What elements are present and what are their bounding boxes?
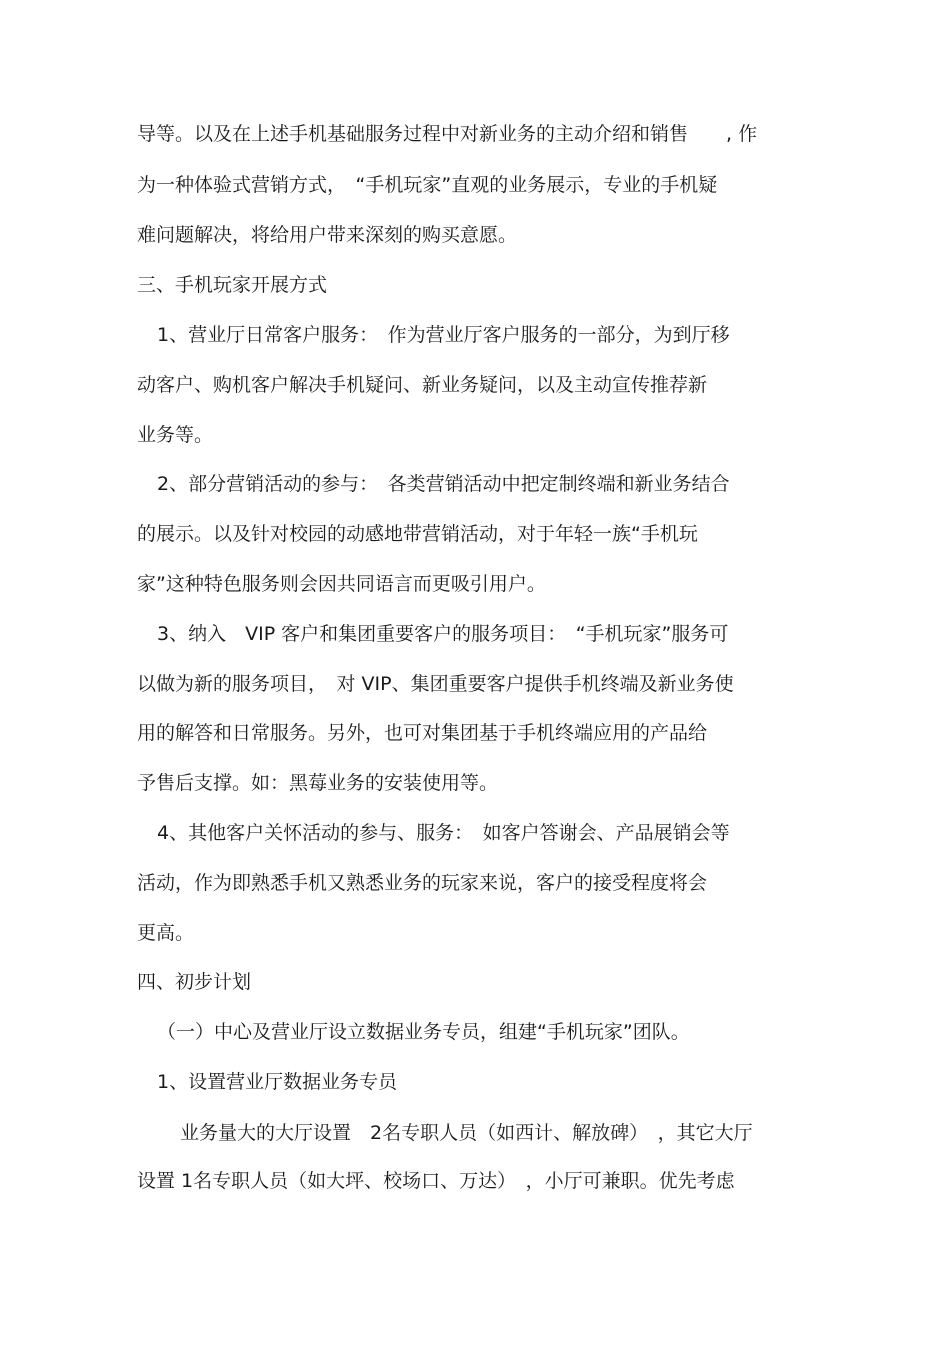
body-text-line: 的展示。以及针对校园的动感地带营销活动，对于年轻一族“手机玩 bbox=[137, 523, 698, 545]
body-text-line: 用的解答和日常服务。另外，也可对集团基于手机终端应用的产品给 bbox=[137, 722, 708, 744]
body-text-line: 更高。 bbox=[137, 922, 195, 944]
list-item-heading: 4、其他客户关怀活动的参与、服务： 如客户答谢会、产品展销会等 bbox=[157, 822, 730, 844]
list-item-heading: 2、部分营销活动的参与： 各类营销活动中把定制终端和新业务结合 bbox=[157, 473, 730, 495]
list-item-heading: 1、营业厅日常客户服务： 作为营业厅客户服务的一部分，为到厅移 bbox=[157, 324, 730, 346]
body-text-line: 予售后支撑。如：黑莓业务的安装使用等。 bbox=[137, 772, 499, 794]
section-heading: 四、初步计划 bbox=[137, 971, 252, 993]
list-item-heading: 3、纳入 VIP 客户和集团重要客户的服务项目： “手机玩家”服务可 bbox=[157, 623, 729, 645]
body-text-line: 动客户、购机客户解决手机疑问、新业务疑问，以及主动宣传推荐新 bbox=[137, 374, 708, 396]
body-text-line: 业务量大的大厅设置 2名专职人员（如西计、解放碑） ，其它大厅 bbox=[180, 1122, 753, 1144]
list-item-heading: 1、设置营业厅数据业务专员 bbox=[157, 1071, 398, 1093]
body-text-line: 难问题解决，将给用户带来深刻的购买意愿。 bbox=[137, 224, 518, 246]
section-heading: 三、手机玩家开展方式 bbox=[137, 274, 328, 296]
body-text-line: 设置 1名专职人员（如大坪、校场口、万达） ，小厅可兼职。优先考虑 bbox=[137, 1170, 735, 1192]
subsection-heading: （一）中心及营业厅设立数据业务专员，组建“手机玩家”团队。 bbox=[157, 1021, 690, 1043]
body-text-line: 活动，作为即熟悉手机又熟悉业务的玩家来说，客户的接受程度将会 bbox=[137, 872, 708, 894]
body-text-line: 以做为新的服务项目， 对 VIP、集团重要客户提供手机终端及新业务使 bbox=[137, 673, 734, 695]
body-text-line: 导等。以及在上述手机基础服务过程中对新业务的主动介绍和销售 , 作 bbox=[137, 123, 758, 145]
body-text-line: 家”这种特色服务则会因共同语言而更吸引用户。 bbox=[137, 573, 546, 595]
body-text-line: 为一种体验式营销方式， “手机玩家”直观的业务展示，专业的手机疑 bbox=[137, 174, 718, 196]
body-text-line: 业务等。 bbox=[137, 424, 214, 446]
